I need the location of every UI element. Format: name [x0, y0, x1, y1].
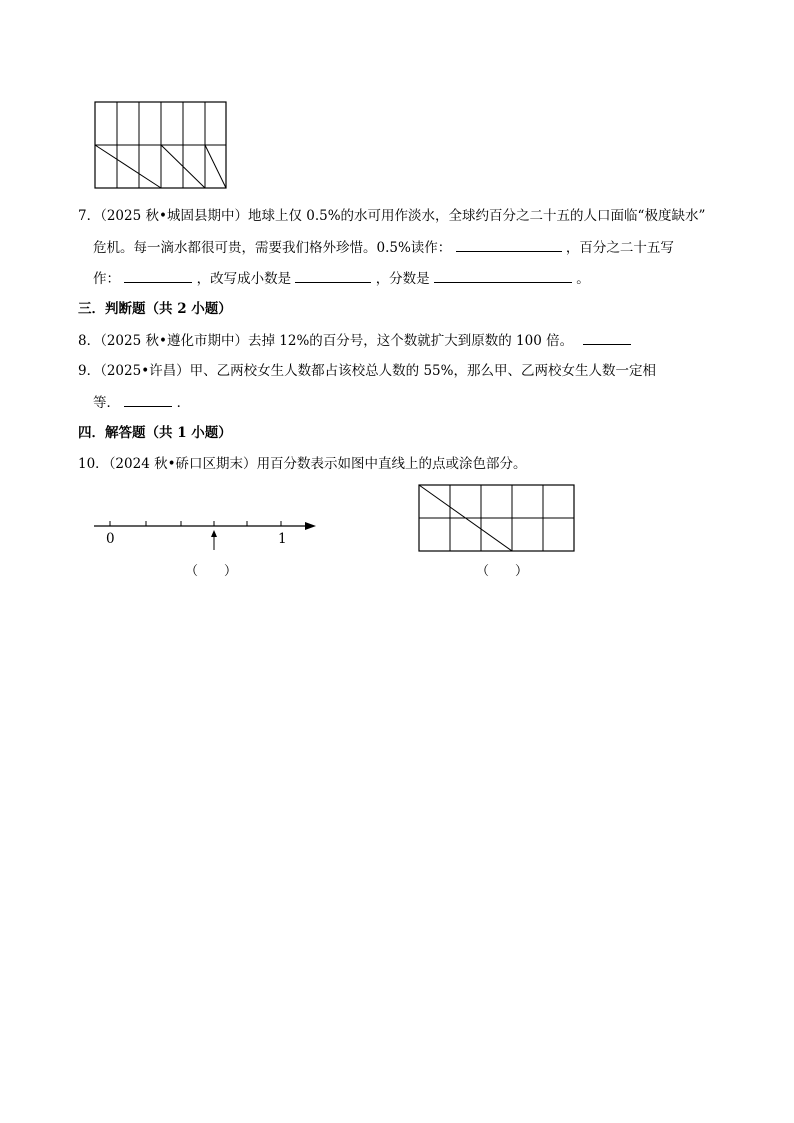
question-7-line-2: [93, 237, 674, 258]
question-source: （2024 秋•硚口区期末）: [108, 456, 257, 472]
question-10: [78, 454, 527, 474]
question-text: ，改写成小数是: [196, 271, 292, 287]
question-8: [78, 330, 631, 351]
question-9-line-1: [78, 361, 656, 381]
question-text: 作：: [93, 271, 120, 287]
question-text: 等．: [93, 395, 120, 411]
question-text: 用百分数表示如图中直线上的点或涂色部分。: [256, 456, 527, 472]
question-text: ，百分之二十五写: [565, 240, 674, 256]
question-7-line-1: [78, 206, 705, 226]
question-9-line-2: [93, 392, 190, 413]
question-number: 7．: [78, 208, 101, 224]
answer-blank-reading[interactable]: [456, 237, 562, 252]
answer-parentheses-right[interactable]: （ ）: [476, 564, 529, 579]
question-number: 8．: [78, 333, 101, 349]
question-text: 去掉 12%的百分号，这个数就扩大到原数的 100 倍。: [247, 333, 574, 349]
answer-blank-q9[interactable]: [124, 392, 172, 407]
question-number: 10．: [78, 456, 109, 472]
answer-blank-decimal[interactable]: [295, 268, 371, 283]
section-title-answer: 四．解答题（共 1 小题）: [78, 425, 232, 441]
question-7-line-3: [93, 268, 590, 289]
section-title-judgement: 三．判断题（共 2 小题）: [78, 301, 232, 317]
question-source: （2025 秋•遵化市期中）: [100, 333, 248, 349]
question-text: 。: [576, 271, 590, 287]
question-source: （2025•许昌）: [100, 363, 190, 379]
answer-blank-writing[interactable]: [124, 268, 192, 283]
question-number: 9．: [78, 363, 101, 379]
question-source: （2025 秋•城固县期中）: [100, 208, 248, 224]
question-text: ，分数是: [375, 271, 430, 287]
question-text: 地球上仅 0.5%的水可用作淡水，全球约百分之二十五的人口面临“极度缺水”: [247, 208, 706, 224]
answer-blank-fraction[interactable]: [434, 268, 572, 283]
number-line: [92, 516, 322, 552]
question-text: 危机。每一滴水都很可贵，需要我们格外珍惜。0.5%读作：: [93, 240, 452, 256]
grid-figure-right: [418, 484, 576, 554]
question-text: 甲、乙两校女生人数都占该校总人数的 55%，那么甲、乙两校女生人数一定相: [189, 363, 656, 379]
grid-figure-top: [94, 101, 228, 191]
number-line-label-one: 1: [278, 531, 287, 547]
number-line-label-zero: 0: [106, 531, 115, 547]
question-text: ．: [176, 395, 191, 411]
answer-parentheses-left[interactable]: （ ）: [185, 564, 238, 579]
answer-blank-q8[interactable]: [583, 330, 631, 345]
